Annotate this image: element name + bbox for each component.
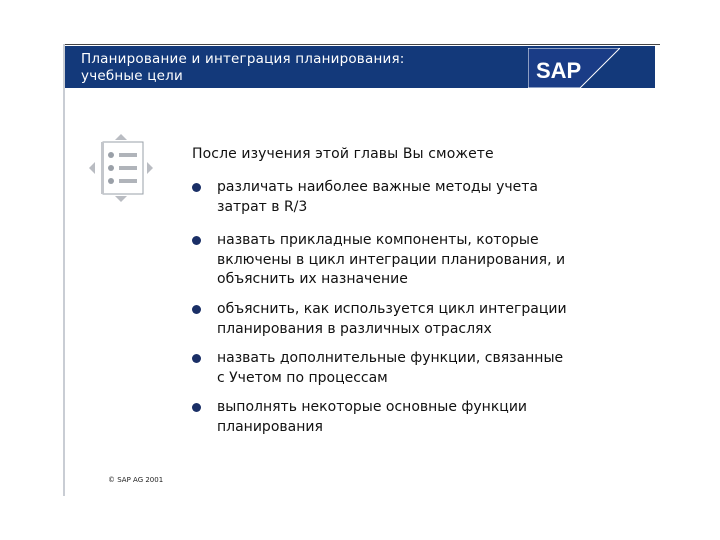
list-goals-icon [89, 134, 153, 202]
top-rule [63, 44, 660, 45]
objective-line: включены в цикл интеграции планирования, и [217, 251, 566, 268]
bullet-dot-icon [192, 305, 201, 314]
slide-title-line-2: учебные цели [81, 68, 183, 84]
bullet-dot-icon [192, 183, 201, 192]
objective-line: планирования в различных отраслях [217, 320, 492, 337]
bullet-dot-icon [192, 354, 201, 363]
slide-title-line-1: Планирование и интеграция планирования: [81, 51, 405, 67]
objective-line: различать наиболее важные методы учета [217, 179, 539, 195]
objective-line: с Учетом по процессам [217, 369, 388, 386]
bullet-dot-icon [192, 403, 201, 412]
objective-line: назвать прикладные компоненты, которые [217, 232, 539, 248]
copyright-notice: © SAP AG 2001 [108, 476, 164, 484]
slide-title [81, 51, 405, 85]
bullet-dot-icon [192, 236, 201, 245]
frame-left-border [63, 44, 65, 496]
objective-line: затрат в R/3 [217, 198, 308, 215]
sap-logo-text: SAP [536, 58, 582, 83]
sap-logo [528, 48, 620, 88]
objective-line: планирования [217, 418, 323, 435]
objective-line: выполнять некоторые основные функции [217, 399, 528, 415]
objective-line: назвать дополнительные функции, связанные [217, 350, 564, 366]
intro-text: После изучения этой главы Вы сможете [192, 146, 494, 162]
objective-line: объяснить, как используется цикл интеграции [217, 301, 567, 317]
objective-line: объяснить их назначение [217, 271, 408, 287]
